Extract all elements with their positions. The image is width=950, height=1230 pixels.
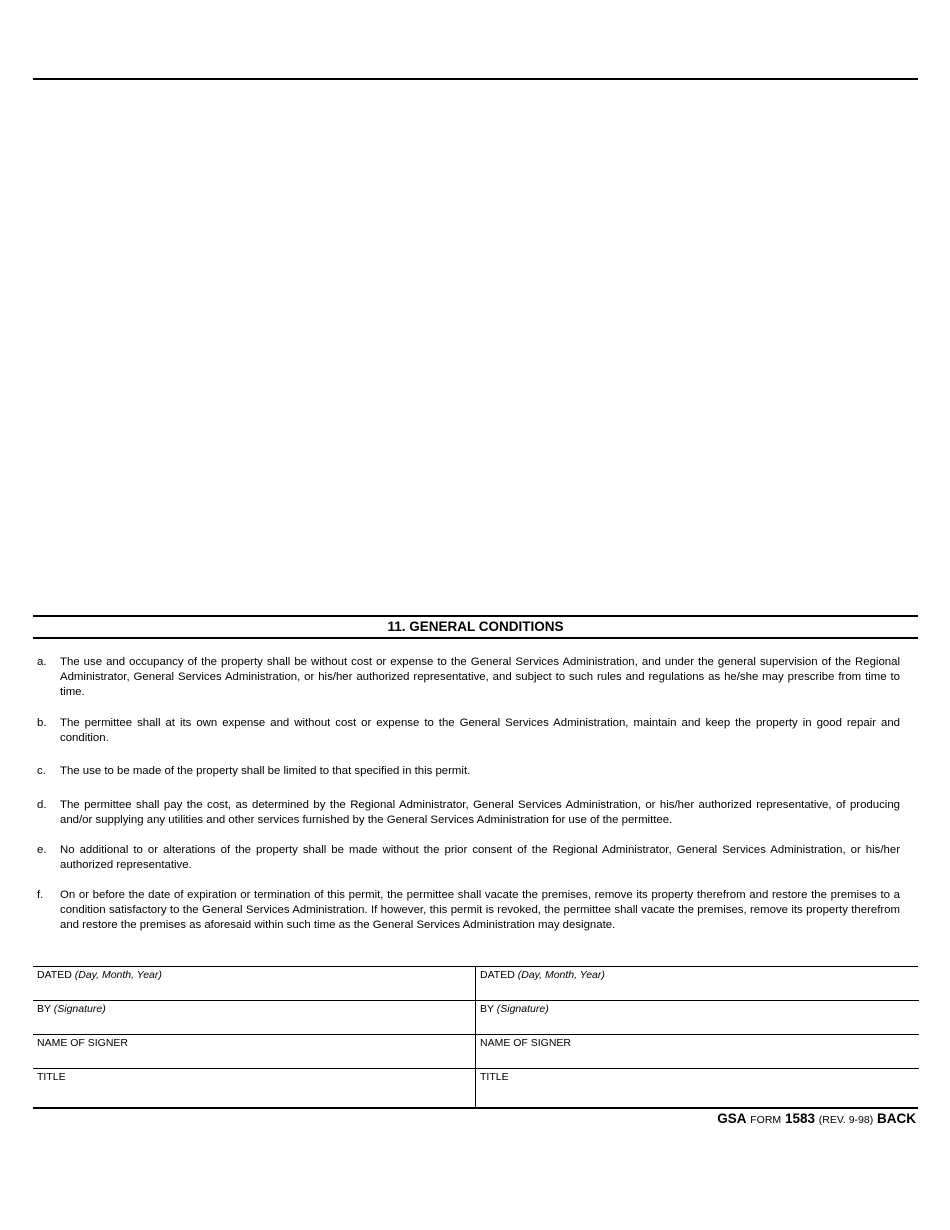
title-label: TITLE — [480, 1071, 509, 1083]
signature-column-left — [33, 967, 475, 1107]
dated-hint: (Day, Month, Year) — [74, 969, 162, 981]
condition-text: The use to be made of the property shall be limited to that specified in this permit. — [60, 765, 471, 777]
signature-field[interactable] — [476, 1001, 919, 1035]
title-field[interactable] — [476, 1069, 919, 1104]
signer-name-label: NAME OF SIGNER — [480, 1037, 572, 1049]
signer-name-field[interactable] — [33, 1035, 475, 1069]
condition-letter: b. — [37, 717, 47, 729]
condition-text: The permittee shall at its own expense and without cost or expense to the General Services Administration, maintain and keep the property in good repair and condition. — [60, 717, 900, 744]
condition-item — [37, 798, 900, 828]
by-hint: (Signature) — [53, 1003, 106, 1015]
title-label: TITLE — [37, 1071, 66, 1083]
form-identifier — [717, 1111, 916, 1128]
by-label: BY — [37, 1003, 51, 1015]
by-label: BY — [480, 1003, 494, 1015]
form-side: BACK — [877, 1111, 916, 1126]
form-number: 1583 — [784, 1111, 815, 1126]
title-field[interactable] — [33, 1069, 475, 1104]
dated-label: DATED — [37, 969, 72, 981]
signature-table — [33, 966, 918, 1109]
condition-letter: d. — [37, 799, 47, 811]
signer-name-field[interactable] — [476, 1035, 919, 1069]
condition-item — [37, 888, 900, 933]
section-title: 11. GENERAL CONDITIONS — [387, 619, 564, 634]
condition-letter: c. — [37, 765, 46, 777]
top-divider — [33, 78, 918, 80]
signature-field[interactable] — [33, 1001, 475, 1035]
section-header-bottom-divider — [33, 637, 918, 639]
condition-letter: a. — [37, 656, 47, 668]
dated-field[interactable] — [33, 967, 475, 1001]
condition-text: No additional to or alterations of the property shall be made without the prior consent of the Regional Administrator, General Services Administration, or his/her authorized representative. — [60, 844, 900, 871]
condition-text: The use and occupancy of the property shall be without cost or expense to the General Services Administration, and under the general supervision of the Regional Administrator, General Services Administration, or his/her authorized representative, and subject to such rules and regulations as he/she may prescribe from time to time. — [60, 656, 900, 698]
condition-letter: f. — [37, 889, 44, 901]
condition-text: On or before the date of expiration or termination of this permit, the permittee shall vacate the premises, remove its property therefrom and restore the premises to a condition satisfactory to the General Services Administration. If however, this permit is revoked, the permittee shall vacate the premises, remove its property therefrom and restore the premises as aforesaid within such time as the General Services Administration may designate. — [60, 889, 900, 931]
condition-item — [37, 843, 900, 873]
section-header-top-divider — [33, 615, 918, 617]
signer-name-label: NAME OF SIGNER — [37, 1037, 129, 1049]
by-hint: (Signature) — [496, 1003, 549, 1015]
condition-item — [37, 655, 900, 700]
condition-letter: e. — [37, 844, 47, 856]
dated-hint: (Day, Month, Year) — [517, 969, 605, 981]
form-revision: (REV. 9-98) — [818, 1114, 874, 1126]
signature-column-right — [475, 967, 919, 1107]
dated-label: DATED — [480, 969, 515, 981]
condition-item — [37, 716, 900, 746]
condition-text: The permittee shall pay the cost, as determined by the Regional Administrator, General Services Administration, or his/her authorized representative, of producing and/or supplying any utilities and other services furnished by the General Services Administration for use of the permittee. — [60, 799, 900, 826]
form-agency: GSA — [717, 1111, 747, 1126]
dated-field[interactable] — [476, 967, 919, 1001]
form-word: FORM — [750, 1114, 782, 1126]
condition-item — [37, 764, 900, 779]
